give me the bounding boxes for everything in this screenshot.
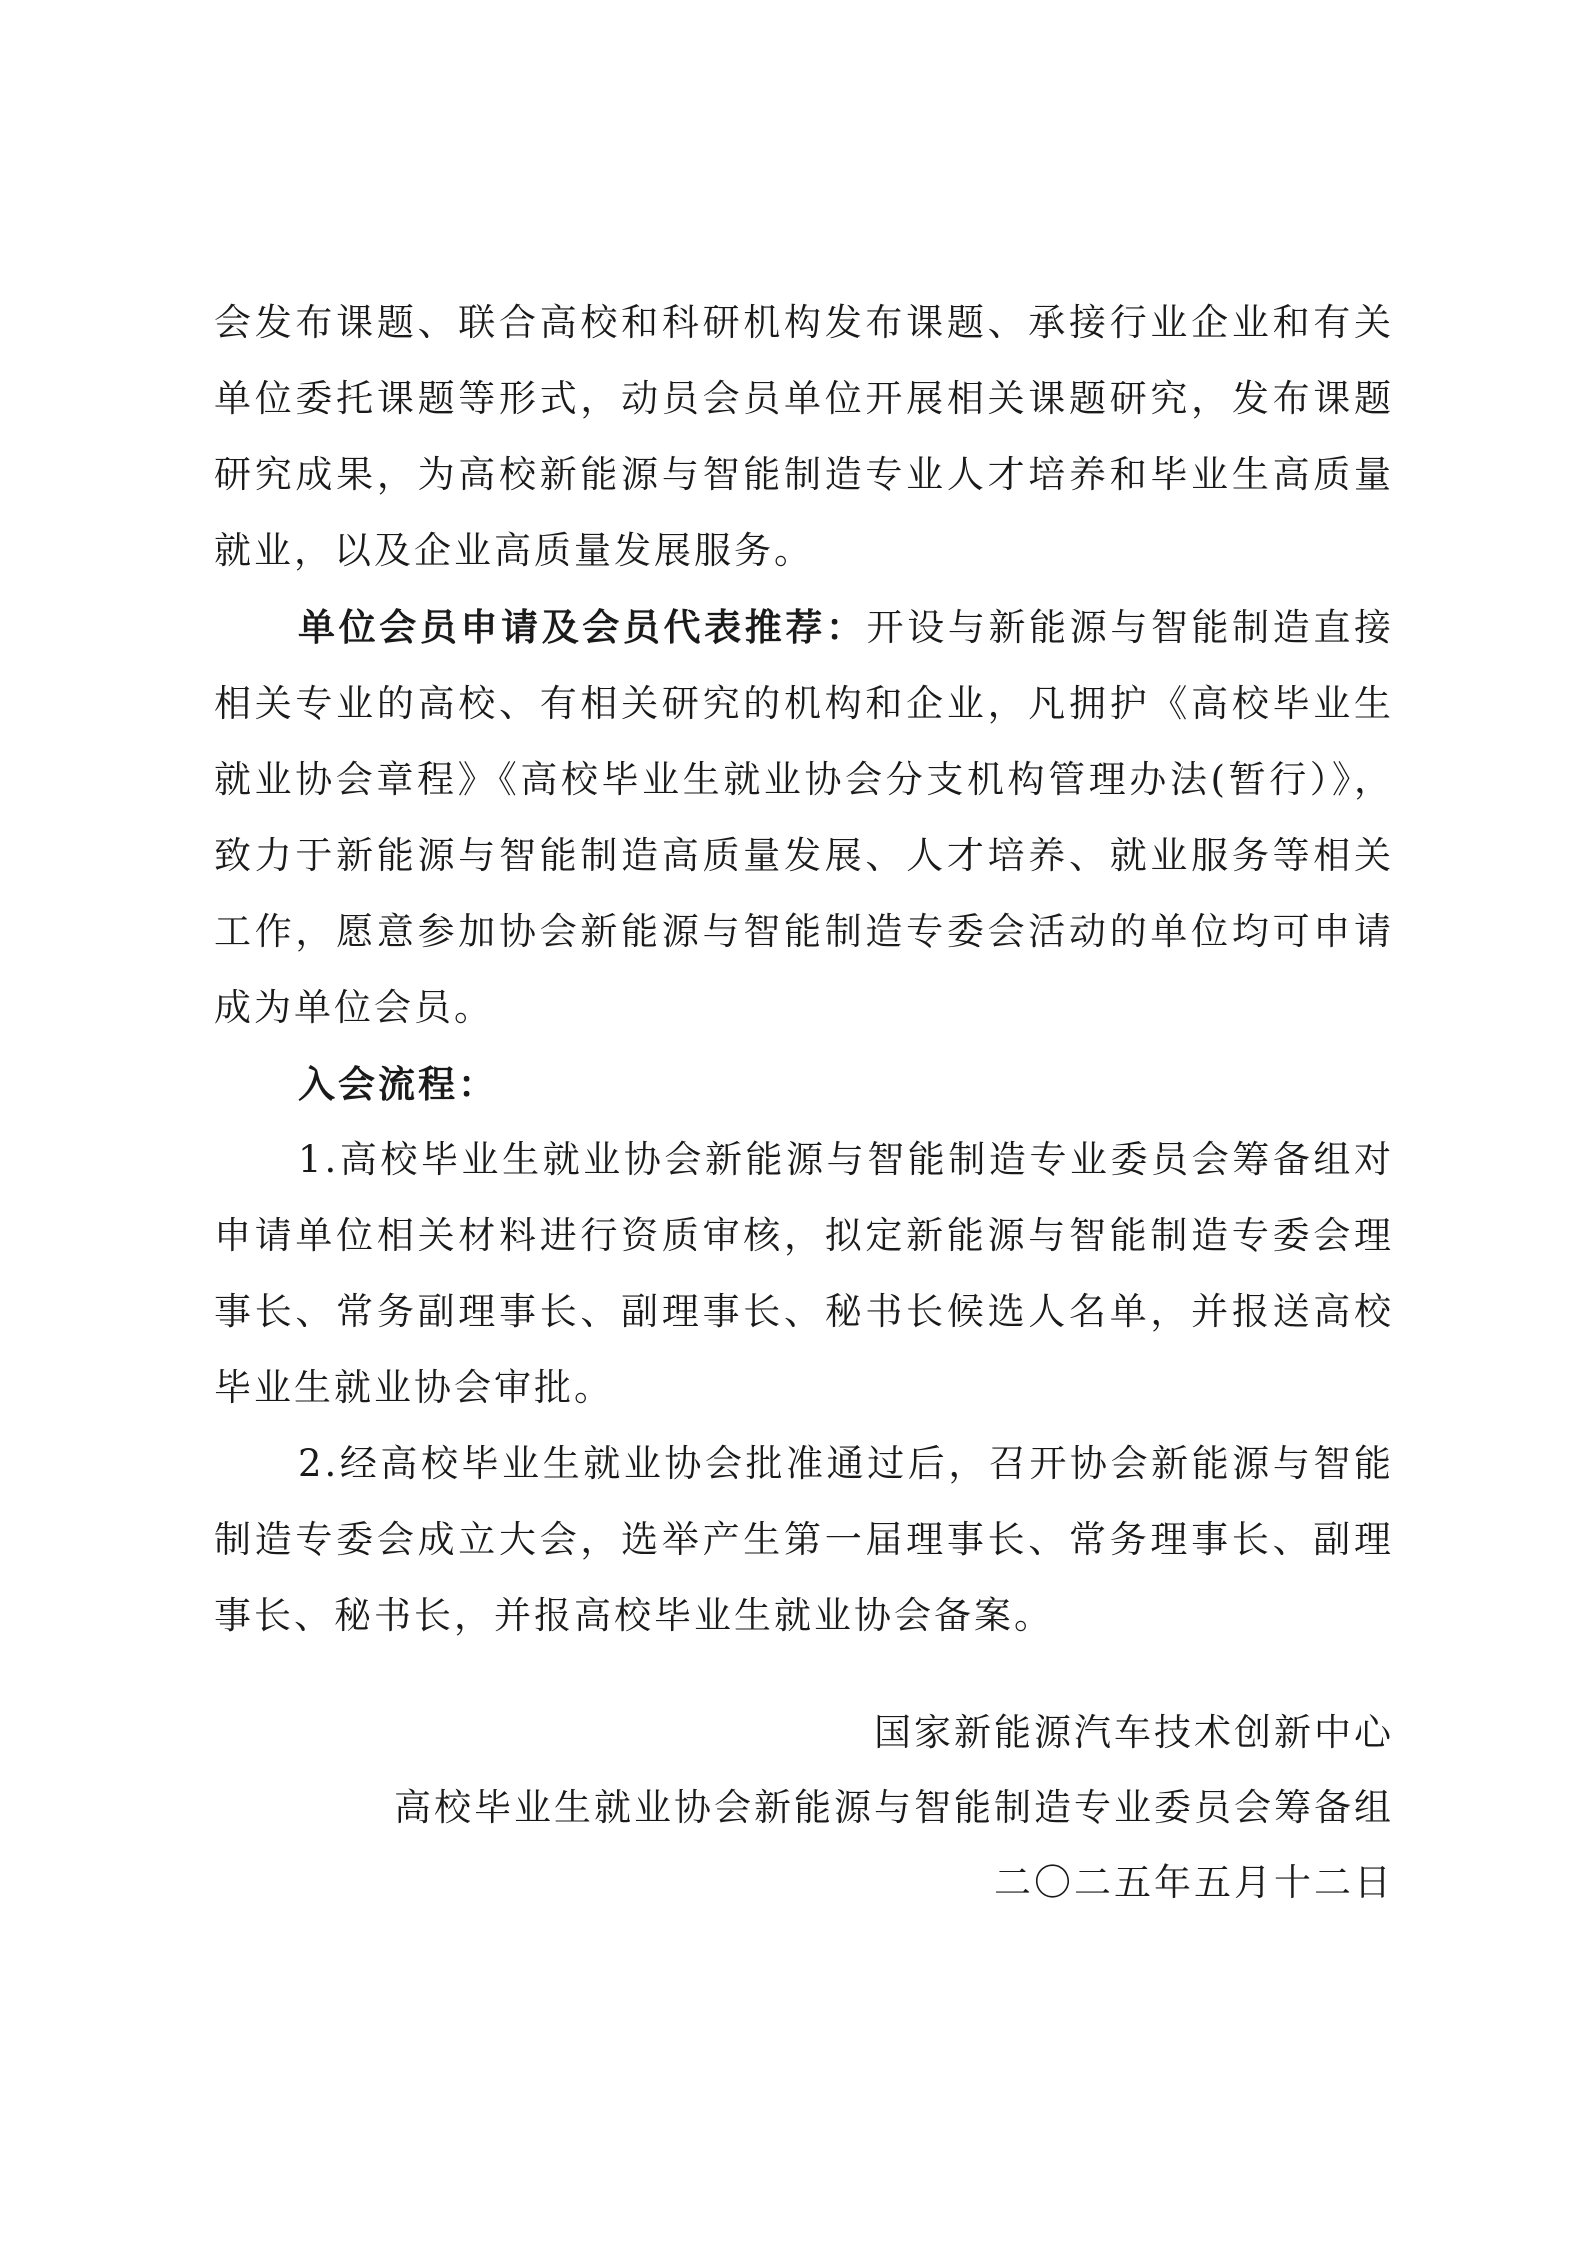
signature-org-2: 高校毕业生就业协会新能源与智能制造专业委员会筹备组 (394, 1786, 1394, 1829)
signature-block (394, 1695, 1394, 1920)
signature-org-1: 国家新能源汽车技术创新中心 (874, 1711, 1394, 1754)
paragraph-membership-application (214, 589, 1394, 1046)
signature-date: 二〇二五年五月十二日 (994, 1861, 1394, 1904)
joining-process-heading: 入会流程： (298, 1062, 498, 1106)
process-step-1: 1.高校毕业生就业协会新能源与智能制造专业委员会筹备组对申请单位相关材料进行资质审核，拟定新能源与智能制造专委会理事长、常务副理事长、副理事长、秘书长候选人名单，并报送高校毕业生就业协会审批。 (214, 1138, 1394, 1409)
paragraph-research-topics: 会发布课题、联合高校和科研机构发布课题、承接行业企业和有关单位委托课题等形式，动员会员单位开展相关课题研究，发布课题研究成果，为高校新能源与智能制造专业人才培养和毕业生高质量就业，以及企业高质量发展服务。 (214, 301, 1394, 572)
membership-application-heading: 单位会员申请及会员代表推荐： (298, 605, 867, 649)
document-body (214, 285, 1394, 1654)
process-step-2: 2.经高校毕业生就业协会批准通过后，召开协会新能源与智能制造专委会成立大会，选举产生第一届理事长、常务理事长、副理事长、秘书长，并报高校毕业生就业协会备案。 (214, 1442, 1394, 1637)
membership-application-text: 开设与新能源与智能制造直接相关专业的高校、有相关研究的机构和企业，凡拥护《高校毕业生就业协会章程》《高校毕业生就业协会分支机构管理办法(暂行）》，致力于新能源与智能制造高质量发展、人才培养、就业服务等相关工作，愿意参加协会新能源与智能制造专委会活动的单位均可申请成为单位会员。 (214, 606, 1395, 1029)
